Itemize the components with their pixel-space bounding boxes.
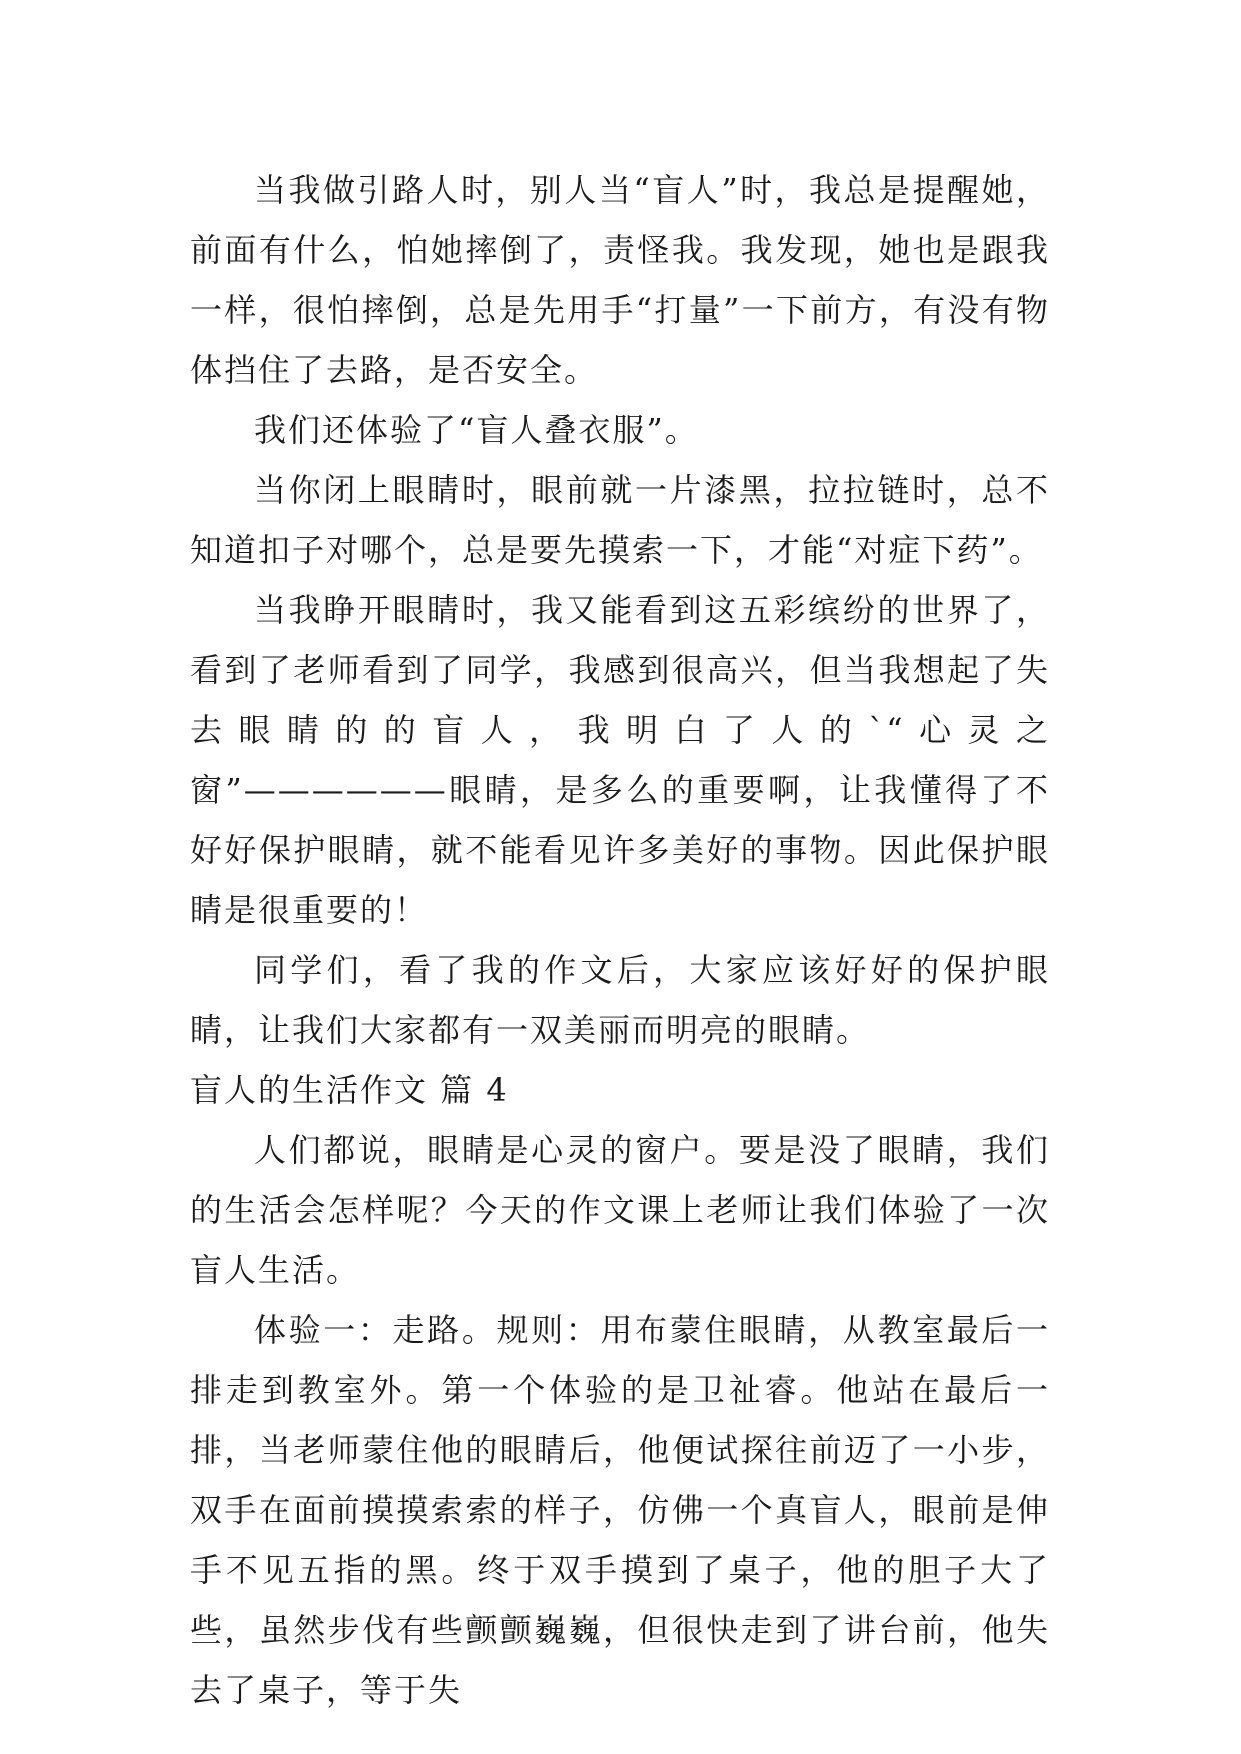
paragraph: 当你闭上眼睛时，眼前就一片漆黑，拉拉链时，总不知道扣子对哪个，总是要先摸索一下，才能“对症下药”。 — [190, 471, 1050, 569]
paragraph: 同学们，看了我的作文后，大家应该好好的保护眼睛，让我们大家都有一双美丽而明亮的眼睛。 — [190, 951, 1050, 1049]
document-page — [190, 160, 1050, 1720]
paragraph: 当我睁开眼睛时，我又能看到这五彩缤纷的世界了，看到了老师看到了同学，我感到很高兴，但当我想起了失去眼睛的的盲人，我明白了人的`“心灵之窗”——————眼睛，是多么的重要啊，让我懂得了不好好保护眼睛，就不能看见许多美好的事物。因此保护眼睛是很重要的！ — [190, 591, 1050, 929]
paragraph: 我们还体验了“盲人叠衣服”。 — [254, 411, 699, 449]
section-heading: 盲人的生活作文 篇 4 — [190, 1071, 509, 1109]
paragraph: 体验一：走路。规则：用布蒙住眼睛，从教室最后一排走到教室外。第一个体验的是卫祉睿。他站在最后一排，当老师蒙住他的眼睛后，他便试探往前迈了一小步，双手在面前摸摸索索的样子，仿佛一个真盲人，眼前是伸手不见五指的黑。终于双手摸到了桌子，他的胆子大了些，虽然步伐有些颤颤巍巍，但很快走到了讲台前，他失去了桌子，等于失 — [190, 1311, 1050, 1709]
paragraph: 当我做引路人时，别人当“盲人”时，我总是提醒她，前面有什么，怕她摔倒了，责怪我。我发现，她也是跟我一样，很怕摔倒，总是先用手“打量”一下前方，有没有物体挡住了去路，是否安全。 — [190, 171, 1050, 389]
paragraph: 人们都说，眼睛是心灵的窗户。要是没了眼睛，我们的生活会怎样呢？今天的作文课上老师让我们体验了一次盲人生活。 — [190, 1131, 1050, 1289]
